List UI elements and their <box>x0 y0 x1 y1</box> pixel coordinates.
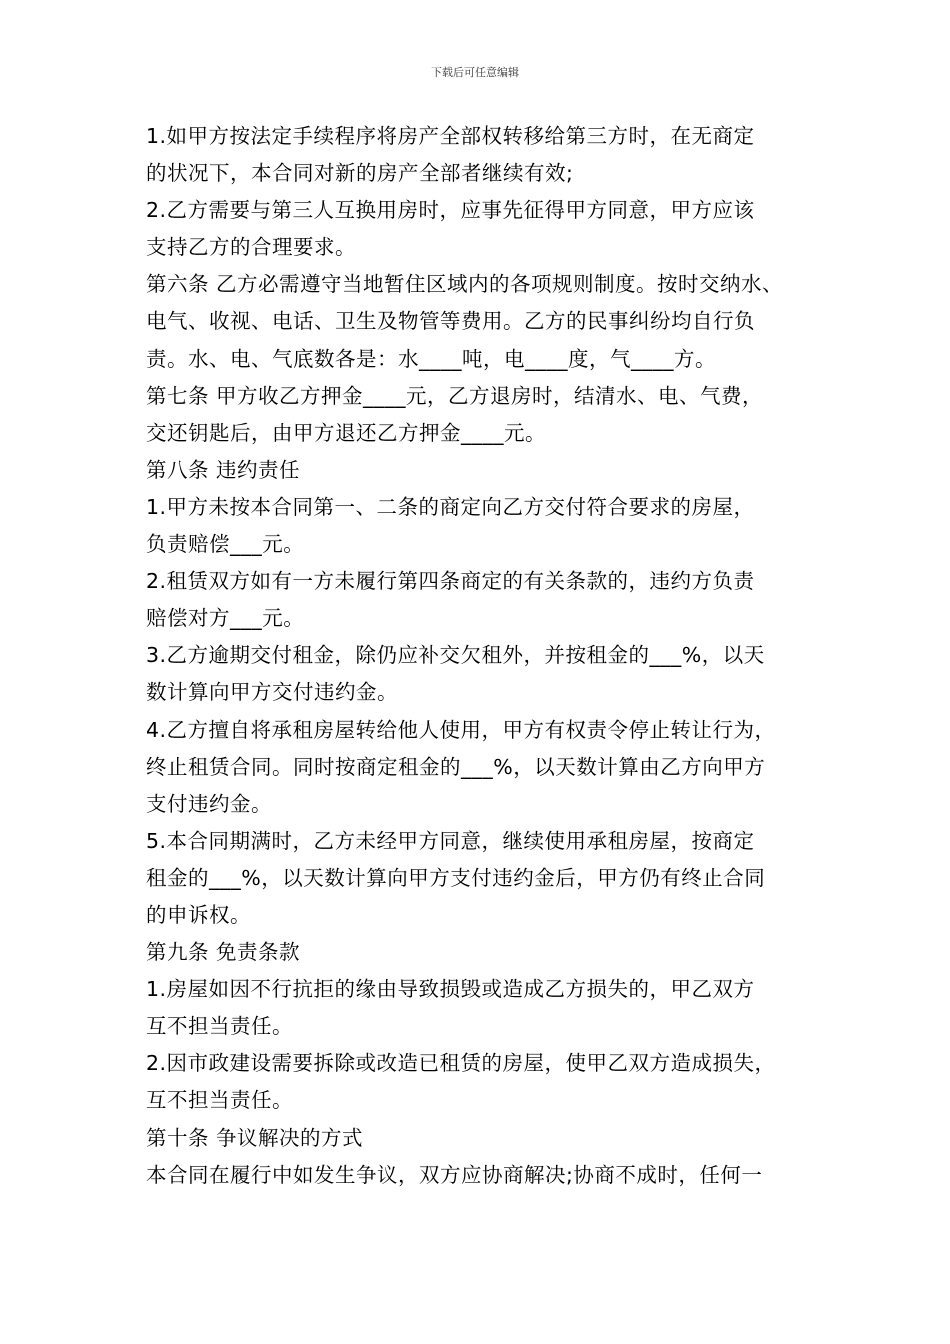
text-line: 支付违约金。 <box>146 791 272 816</box>
text-line: 责。水、电、气底数各是：水____吨，电____度，气____方。 <box>146 346 716 371</box>
section-heading: 第十条 争议解决的方式 <box>146 1125 364 1150</box>
text-line: 的申诉权。 <box>146 902 251 927</box>
text-line: 电气、收视、电话、卫生及物管等费用。乙方的民事纠纷均自行负 <box>146 309 755 334</box>
text-line: 赔偿对方___元。 <box>146 606 305 631</box>
section-heading: 第九条 免责条款 <box>146 940 301 965</box>
document-body <box>146 118 826 1194</box>
section-heading: 第八条 违约责任 <box>146 457 301 482</box>
page-header: 下载后可任意编辑 <box>431 66 519 79</box>
text-line: 终止租赁合同。同时按商定租金的___%，以天数计算由乙方向甲方 <box>146 754 766 779</box>
text-line: 数计算向甲方交付违约金。 <box>146 680 398 705</box>
text-line: 支持乙方的合理要求。 <box>146 235 356 260</box>
text-line: 第六条 乙方必需遵守当地暂住区域内的各项规则制度。按时交纳水、 <box>146 272 784 297</box>
text-line: 本合同在履行中如发生争议，双方应协商解决;协商不成时，任何一 <box>146 1162 763 1187</box>
text-line: 1.如甲方按法定手续程序将房产全部权转移给第三方时，在无商定 <box>146 124 755 148</box>
text-line: 2.租赁双方如有一方未履行第四条商定的有关条款的，违约方负责 <box>146 569 755 594</box>
text-line: 1.房屋如因不行抗拒的缘由导致损毁或造成乙方损失的，甲乙双方 <box>146 977 755 1002</box>
text-line: 互不担当责任。 <box>146 1014 293 1039</box>
text-line: 2.乙方需要与第三人互换用房时，应事先征得甲方同意，甲方应该 <box>146 198 755 223</box>
text-line: 4.乙方擅自将承租房屋转给他人使用，甲方有权责令停止转让行为， <box>146 717 776 742</box>
text-line: 交还钥匙后，由甲方退还乙方押金____元。 <box>146 420 546 445</box>
text-line: 租金的___%，以天数计算向甲方支付违约金后，甲方仍有终止合同 <box>146 865 766 890</box>
text-line: 5.本合同期满时，乙方未经甲方同意，继续使用承租房屋，按商定 <box>146 828 755 853</box>
text-line: 的状况下，本合同对新的房产全部者继续有效; <box>146 161 574 186</box>
text-line: 2.因市政建设需要拆除或改造已租赁的房屋，使甲乙双方造成损失， <box>146 1051 776 1076</box>
text-line: 3.乙方逾期交付租金，除仍应补交欠租外，并按租金的___%，以天 <box>146 643 765 668</box>
text-line: 互不担当责任。 <box>146 1088 293 1113</box>
text-line: 1.甲方未按本合同第一、二条的商定向乙方交付符合要求的房屋， <box>146 494 755 519</box>
text-line: 第七条 甲方收乙方押金____元，乙方退房时，结清水、电、气费， <box>146 383 764 408</box>
text-line: 负责赔偿___元。 <box>146 532 305 557</box>
